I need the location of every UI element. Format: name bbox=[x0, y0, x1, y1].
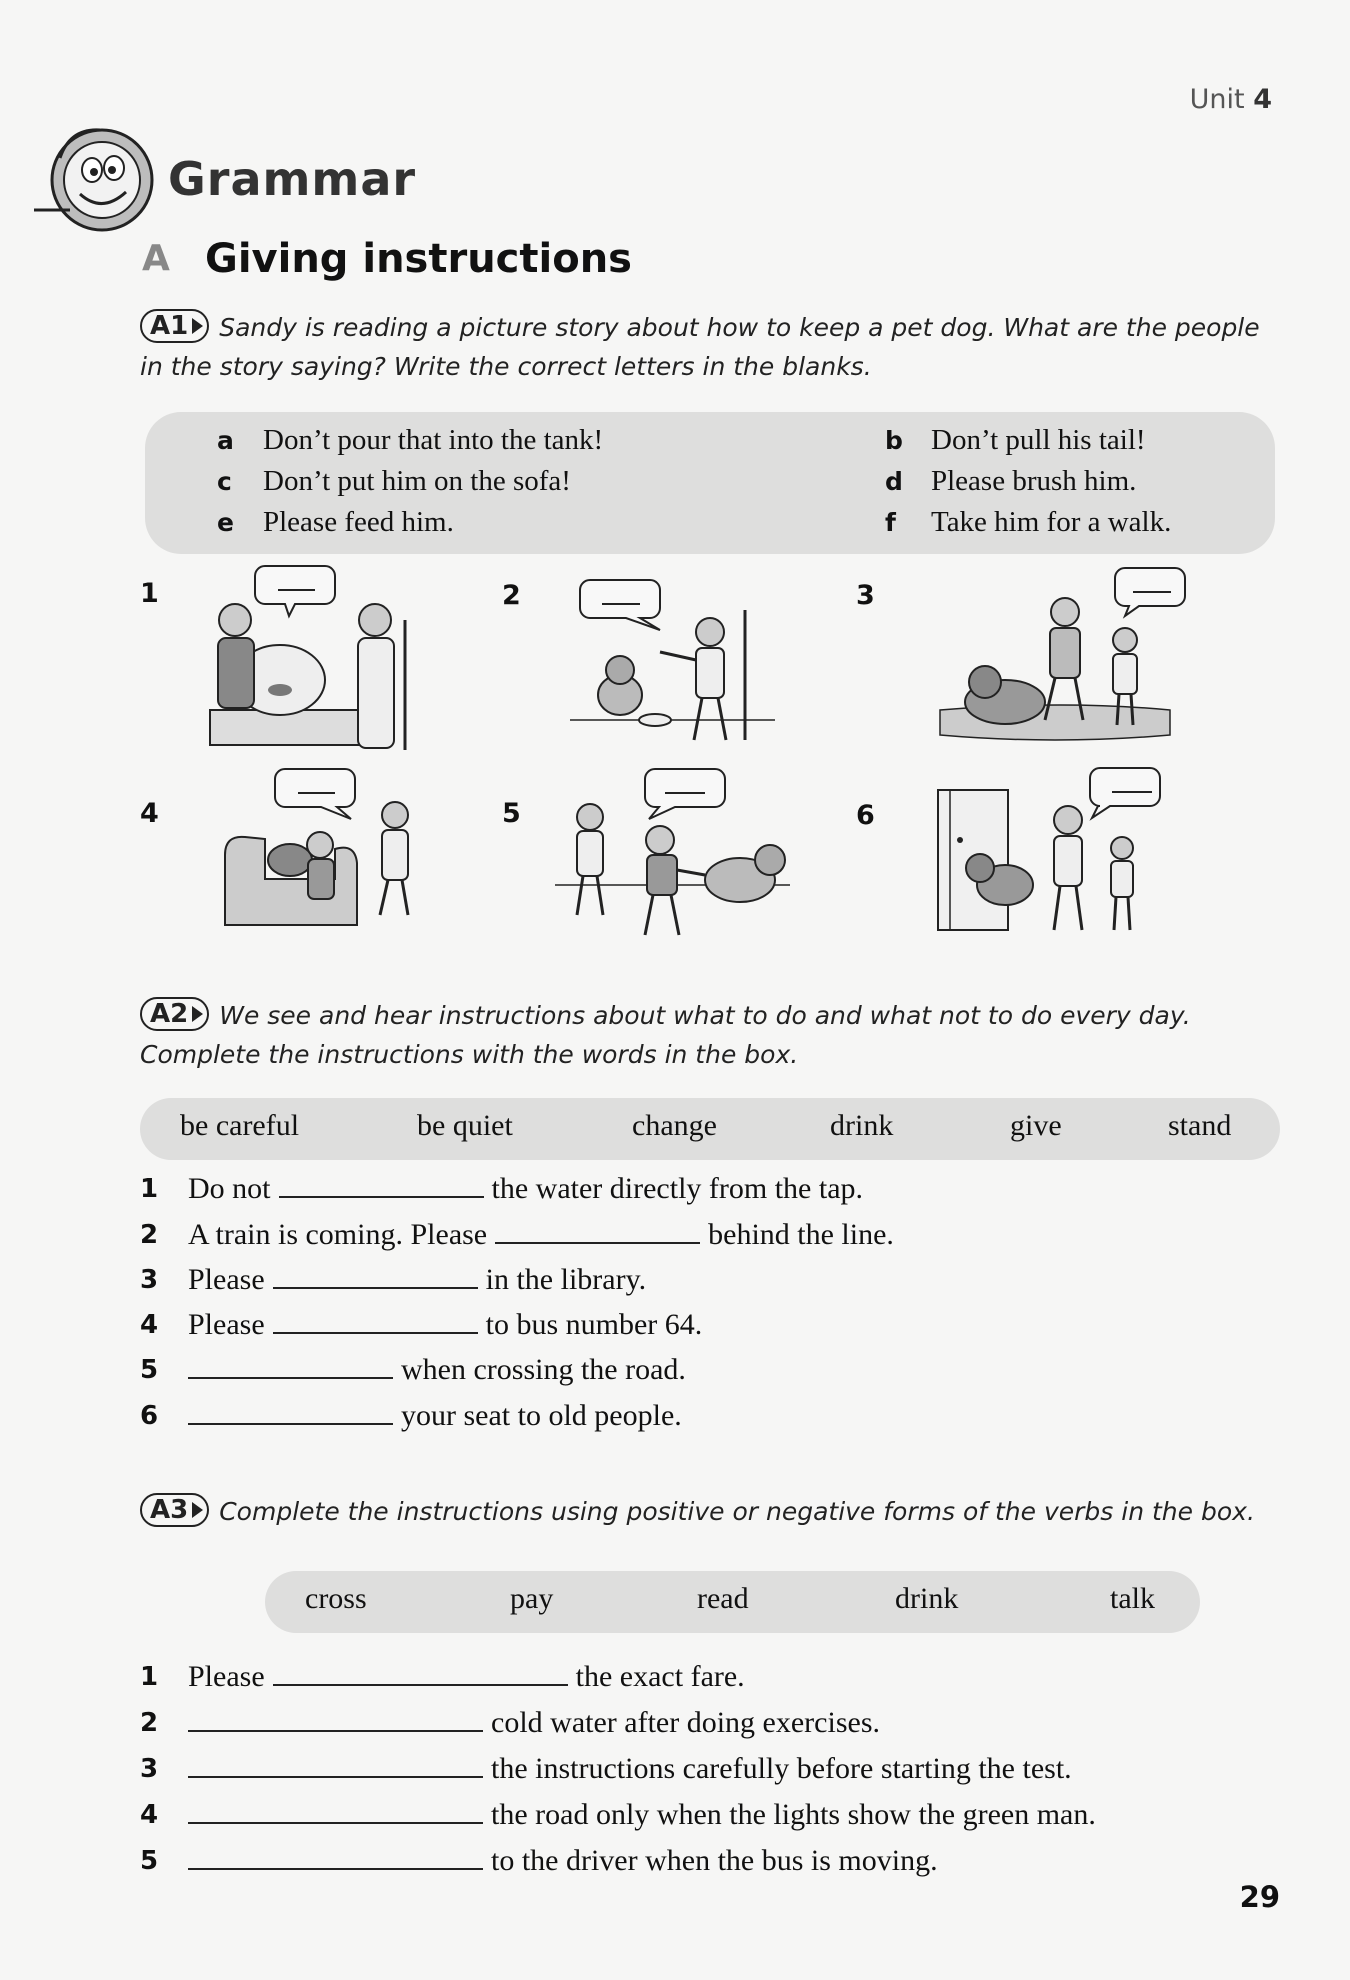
option-f: f Take him for a walk. bbox=[885, 506, 1172, 538]
play-icon bbox=[192, 1006, 203, 1022]
a3-question-5: to the driver when the bus is moving. bbox=[180, 1842, 938, 1878]
option-b: b Don’t pull his tail! bbox=[885, 424, 1146, 456]
question-number: 2 bbox=[140, 1220, 159, 1250]
answer-blank[interactable] bbox=[188, 1842, 483, 1870]
page-number: 29 bbox=[1239, 1880, 1280, 1914]
picture-number: 1 bbox=[140, 578, 159, 609]
section-title: Grammar bbox=[168, 152, 417, 206]
question-number: 5 bbox=[140, 1355, 159, 1385]
a3-question-2: cold water after doing exercises. bbox=[180, 1704, 880, 1740]
a2-question-2: A train is coming. Please behind the line. bbox=[188, 1218, 894, 1251]
a3-tag: A3 bbox=[140, 1493, 209, 1527]
a2-question-3: Please in the library. bbox=[188, 1263, 647, 1296]
question-number: 6 bbox=[140, 1401, 159, 1431]
word-box-item: read bbox=[697, 1582, 749, 1615]
question-number: 1 bbox=[140, 1662, 159, 1692]
play-icon bbox=[192, 318, 203, 334]
answer-blank[interactable] bbox=[188, 1397, 393, 1425]
picture-number: 3 bbox=[856, 580, 875, 611]
a1-instruction: A1 Sandy is reading a picture story about how to keep a pet dog. What are the people in the story saying? Write the correct letters in the blanks. bbox=[140, 311, 1260, 381]
a3-instruction: A3 Complete the instructions using positive or negative forms of the verbs in the box. bbox=[140, 1492, 1300, 1531]
unit-label: Unit 4 bbox=[1189, 84, 1272, 115]
question-number: 4 bbox=[140, 1310, 159, 1340]
question-number: 2 bbox=[140, 1708, 159, 1738]
subsection-letter: A bbox=[142, 238, 170, 279]
illustration-sofa bbox=[220, 765, 440, 940]
word-box-item: cross bbox=[305, 1582, 367, 1615]
a2-question-6: your seat to old people. bbox=[180, 1397, 682, 1433]
word-box-item: be quiet bbox=[417, 1109, 513, 1142]
answer-blank[interactable] bbox=[495, 1216, 700, 1244]
option-c: c Don’t put him on the sofa! bbox=[217, 465, 571, 497]
picture-number: 5 bbox=[502, 798, 521, 829]
illustration-fish-tank bbox=[200, 560, 420, 760]
question-number: 3 bbox=[140, 1265, 159, 1295]
a2-question-1: Do not the water directly from the tap. bbox=[188, 1172, 864, 1205]
a3-question-1: Please the exact fare. bbox=[188, 1660, 745, 1693]
subsection-title: Giving instructions bbox=[205, 236, 632, 282]
illustration-walk bbox=[930, 760, 1190, 945]
word-box-item: talk bbox=[1110, 1582, 1155, 1615]
word-box-item: change bbox=[632, 1109, 717, 1142]
answer-blank[interactable] bbox=[273, 1261, 478, 1289]
illustration-pulling-tail bbox=[555, 765, 795, 945]
answer-blank[interactable] bbox=[273, 1658, 568, 1686]
answer-blank[interactable] bbox=[188, 1796, 483, 1824]
illustration-feeding-dog bbox=[560, 570, 790, 750]
word-box-item: give bbox=[1010, 1109, 1062, 1142]
picture-number: 6 bbox=[856, 800, 875, 831]
picture-number: 2 bbox=[502, 580, 521, 611]
a2-tag: A2 bbox=[140, 997, 209, 1031]
word-box-item: stand bbox=[1168, 1109, 1232, 1142]
option-e: e Please feed him. bbox=[217, 506, 454, 538]
question-number: 5 bbox=[140, 1846, 159, 1876]
a2-question-5: when crossing the road. bbox=[180, 1351, 686, 1387]
option-a: a Don’t pour that into the tank! bbox=[217, 424, 604, 456]
question-number: 4 bbox=[140, 1800, 159, 1830]
picture-number: 4 bbox=[140, 798, 159, 829]
answer-blank[interactable] bbox=[188, 1704, 483, 1732]
play-icon bbox=[192, 1502, 203, 1518]
a2-word-box bbox=[140, 1098, 1280, 1160]
a2-question-4: Please to bus number 64. bbox=[188, 1308, 703, 1341]
question-number: 1 bbox=[140, 1174, 159, 1204]
word-box-item: drink bbox=[895, 1582, 959, 1615]
a3-question-4: the road only when the lights show the green man. bbox=[180, 1796, 1096, 1832]
answer-blank[interactable] bbox=[279, 1170, 484, 1198]
word-box-item: drink bbox=[830, 1109, 894, 1142]
option-d: d Please brush him. bbox=[885, 465, 1137, 497]
answer-blank[interactable] bbox=[188, 1351, 393, 1379]
word-box-item: pay bbox=[510, 1582, 554, 1615]
question-number: 3 bbox=[140, 1754, 159, 1784]
answer-blank[interactable] bbox=[188, 1750, 483, 1778]
a3-question-3: the instructions carefully before starting the test. bbox=[180, 1750, 1072, 1786]
grammar-mascot-icon bbox=[30, 118, 160, 233]
answer-blank[interactable] bbox=[273, 1306, 478, 1334]
a1-tag: A1 bbox=[140, 309, 209, 343]
word-box-item: be careful bbox=[180, 1109, 300, 1142]
a3-word-box bbox=[265, 1571, 1200, 1633]
a1-options-box bbox=[145, 412, 1275, 554]
a2-instruction: A2 We see and hear instructions about what to do and what not to do every day. Complete the instructions with the words in the box. bbox=[140, 999, 1191, 1069]
illustration-brushing-dog bbox=[935, 560, 1195, 750]
